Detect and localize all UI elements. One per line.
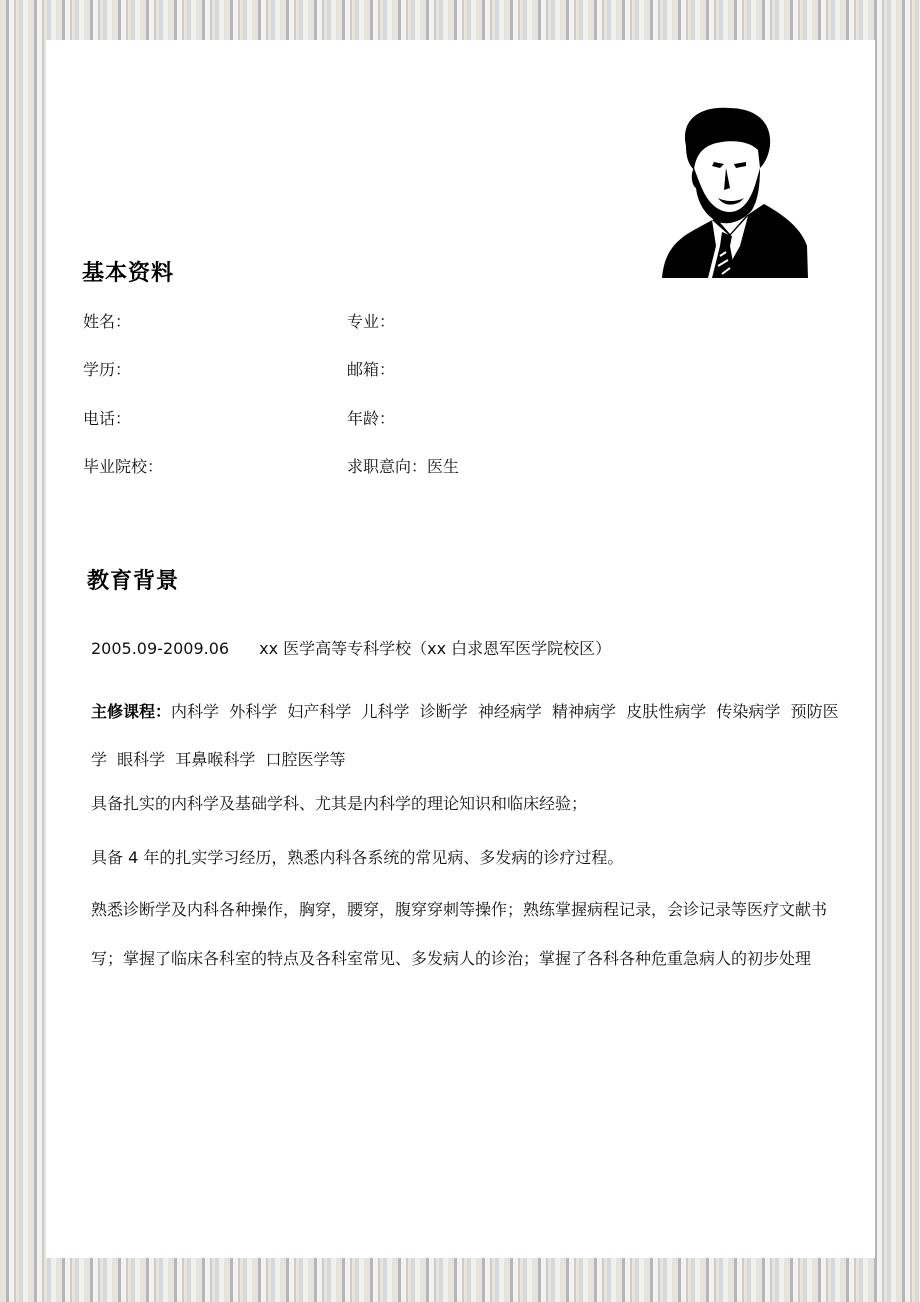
education-entry <box>91 636 846 659</box>
courses-paragraph <box>91 688 846 784</box>
courses-list: 内科学 外科学 妇产科学 儿科学 诊断学 神经病学 精神病学 皮肤性病学 传染病学 预防医学 眼科学 耳鼻喉科学 口腔医学等 <box>91 702 839 769</box>
courses-label: 主修课程： <box>91 702 172 721</box>
job-objective: 求职意向：医生 <box>347 457 460 476</box>
age-label: 年龄： <box>347 409 396 428</box>
education-title: 教育背景 <box>87 569 180 594</box>
phone-label: 电话： <box>83 409 132 428</box>
skill-point-1: 具备扎实的内科学及基础学科、尤其是内科学的理论知识和临床经验； <box>91 794 588 813</box>
skill-point-2: 具备 4 年的扎实学习经历，熟悉内科各系统的常见病、多发病的诊疗过程。 <box>91 848 624 867</box>
education-period: 2005.09-2009.06 <box>91 639 230 658</box>
email-label: 邮箱： <box>347 360 396 379</box>
school-label: 毕业院校： <box>83 457 164 476</box>
skill-point-3: 熟悉诊断学及内科各种操作，胸穿，腰穿，腹穿穿刺等操作；熟练掌握病程记录，会诊记录等医疗文献书写；掌握了临床各科室的特点及各科室常见、多发病人的诊治；掌握了各科各种危重急病人的初步处理 <box>91 900 828 968</box>
name-label: 姓名： <box>83 312 132 331</box>
education-label: 学历： <box>83 360 132 379</box>
portrait-photo <box>660 106 808 278</box>
basic-info-title: 基本资料 <box>82 261 175 286</box>
education-school: xx 医学高等专科学校（xx 白求恩军医学院校区） <box>259 639 612 658</box>
resume-page <box>46 40 875 1258</box>
major-label: 专业： <box>347 312 396 331</box>
